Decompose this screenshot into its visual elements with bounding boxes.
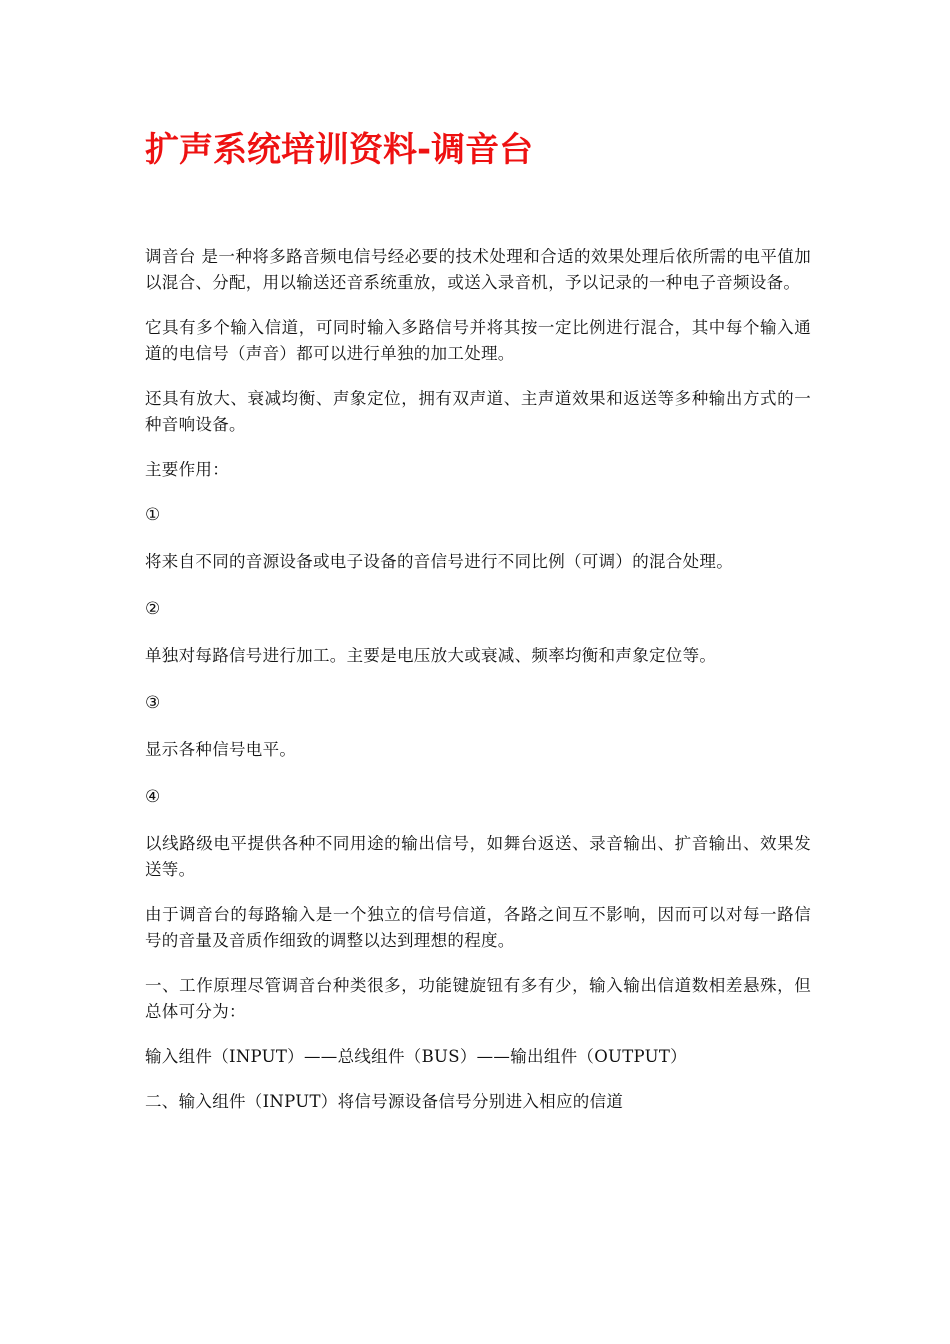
intro-paragraph-channels: 它具有多个输入信道，可同时输入多路信号并将其按一定比例进行混合，其中每个输入通道的电信号（声音）都可以进行单独的加工处理。 (145, 318, 811, 363)
function-text-2: 单独对每路信号进行加工。主要是电压放大或衰减、频率均衡和声象定位等。 (145, 646, 717, 665)
function-text-4: 以线路级电平提供各种不同用途的输出信号，如舞台返送、录音输出、扩音输出、效果发送等。 (145, 834, 811, 879)
function-text-3: 显示各种信号电平。 (145, 740, 297, 759)
document-title: 扩声系统培训资料-调音台 (145, 130, 534, 170)
document-body (145, 244, 811, 1134)
function-marker-4: ④ (145, 787, 161, 807)
function-marker-1: ① (145, 505, 161, 525)
function-marker-3: ③ (145, 693, 161, 713)
function-marker-2: ② (145, 599, 161, 619)
paragraph-independent-channels: 由于调音台的每路输入是一个独立的信号信道，各路之间互不影响，因而可以对每一路信号的音量及音质作细致的调整以达到理想的程度。 (145, 905, 811, 950)
function-text-1: 将来自不同的音源设备或电子设备的音信号进行不同比例（可调）的混合处理。 (145, 552, 733, 571)
section-1-working-principle: 一、工作原理尽管调音台种类很多，功能键旋钮有多有少，输入输出信道数相差悬殊，但总体可分为： (145, 976, 811, 1021)
intro-paragraph-outputs: 还具有放大、衰减均衡、声象定位，拥有双声道、主声道效果和返送等多种输出方式的一种音响设备。 (145, 389, 811, 434)
section-2-input-components: 二、输入组件（INPUT）将信号源设备信号分别进入相应的信道 (145, 1092, 624, 1111)
functions-heading: 主要作用： (145, 460, 229, 479)
intro-paragraph-definition: 调音台 是一种将多路音频电信号经必要的技术处理和合适的效果处理后依所需的电平值加以混合、分配，用以输送还音系统重放，或送入录音机，予以记录的一种电子音频设备。 (145, 247, 811, 292)
signal-flow-line: 输入组件（INPUT）——总线组件（BUS）——输出组件（OUTPUT） (145, 1047, 687, 1066)
